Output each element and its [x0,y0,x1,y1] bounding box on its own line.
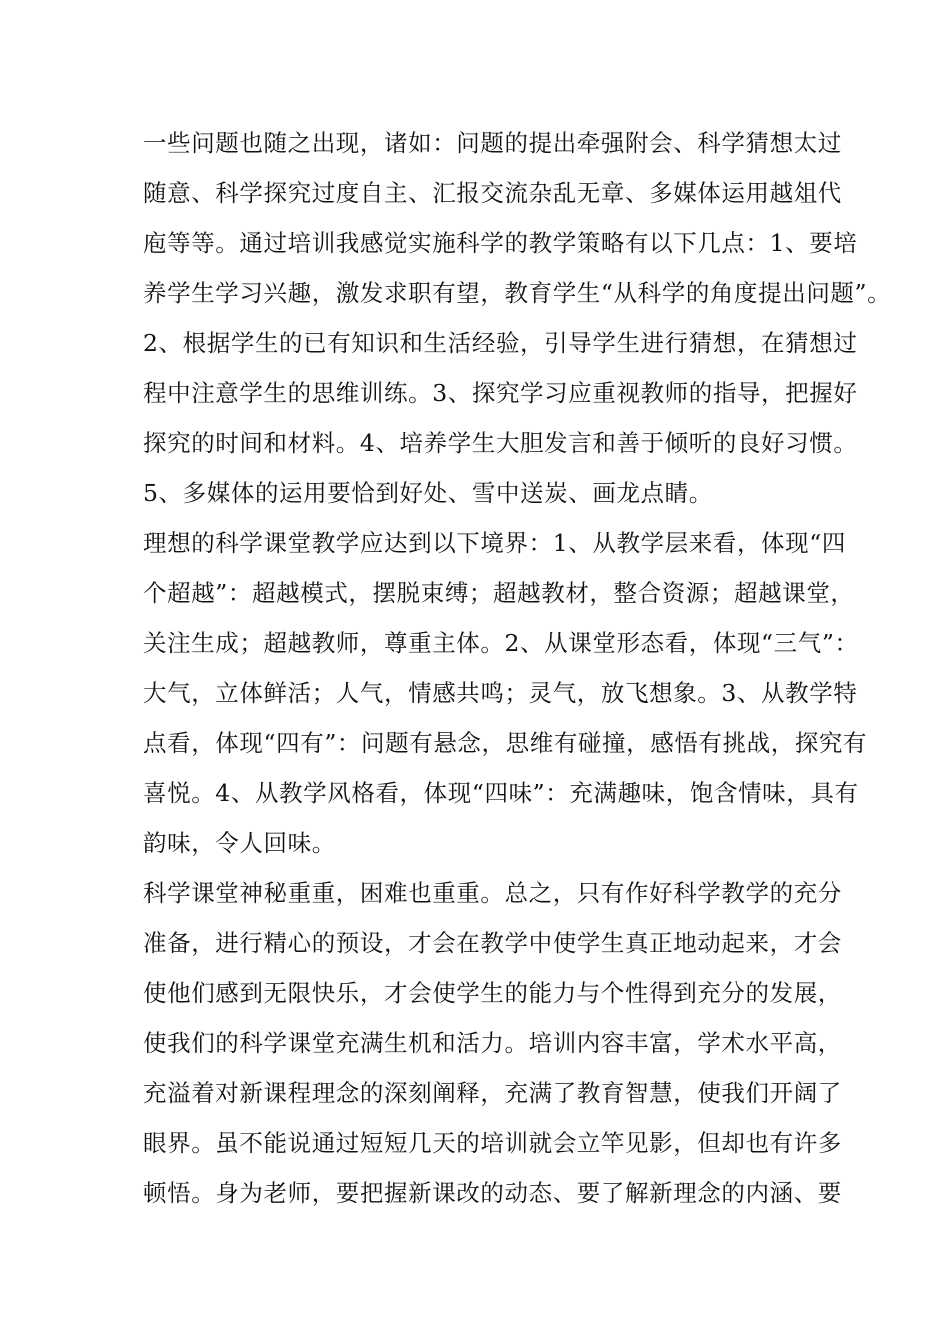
text-line: 韵味，令人回味。 [143,829,336,857]
text-line: 大气，立体鲜活；人气，情感共鸣；灵气，放飞想象。3、从教学特 [143,679,858,707]
text-line: 点看，体现“四有”：问题有悬念，思维有碰撞，感悟有挑战，探究有 [143,729,868,757]
text-line: 准备，进行精心的预设，才会在教学中使学生真正地动起来，才会 [143,929,842,957]
text-line: 个超越”：超越模式，摆脱束缚；超越教材，整合资源；超越课堂， [143,579,855,607]
text-line: 2、根据学生的已有知识和生活经验，引导学生进行猜想，在猜想过 [143,329,858,357]
body-text [143,118,892,1218]
text-line: 使他们感到无限快乐，才会使学生的能力与个性得到充分的发展， [143,979,842,1007]
text-line: 一些问题也随之出现，诸如：问题的提出牵强附会、科学猜想太过 [143,129,842,157]
text-line: 程中注意学生的思维训练。3、探究学习应重视教师的指导，把握好 [143,379,858,407]
text-line: 5、多媒体的运用要恰到好处、雪中送炭、画龙点睛。 [143,479,713,507]
text-line: 眼界。虽不能说通过短短几天的培训就会立竿见影，但却也有许多 [143,1129,842,1157]
text-line: 关注生成；超越教师，尊重主体。2、从课堂形态看，体现“三气”： [143,629,859,657]
text-line: 理想的科学课堂教学应达到以下境界：1、从教学层来看，体现“四 [143,529,846,557]
text-line: 喜悦。4、从教学风格看，体现“四味”：充满趣味，饱含情味，具有 [143,779,859,807]
text-line: 顿悟。身为老师，要把握新课改的动态、要了解新理念的内涵、要 [143,1179,842,1207]
text-line: 随意、科学探究过度自主、汇报交流杂乱无章、多媒体运用越俎代 [143,179,842,207]
text-line: 充溢着对新课程理念的深刻阐释，充满了教育智慧，使我们开阔了 [143,1079,842,1107]
text-line: 庖等等。通过培训我感觉实施科学的教学策略有以下几点：1、要培 [143,229,858,257]
text-line: 探究的时间和材料。4、培养学生大胆发言和善于倾听的良好习惯。 [143,429,858,457]
text-line: 使我们的科学课堂充满生机和活力。培训内容丰富，学术水平高， [143,1029,842,1057]
text-line: 科学课堂神秘重重，困难也重重。总之，只有作好科学教学的充分 [143,879,842,907]
text-line: 养学生学习兴趣，激发求职有望，教育学生“从科学的角度提出问题”。 [143,279,892,307]
